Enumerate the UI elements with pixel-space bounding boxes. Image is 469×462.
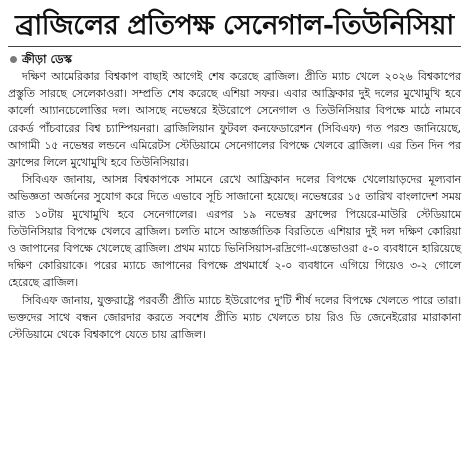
paragraph: দক্ষিণ আমেরিকার বিশ্বকাপ বাছাই আগেই শেষ করেছে ব্রাজিল। প্রীতি ম্যাচ খেলে ২০২৬ বিশ্বকাপের প্রস্তুতি সারছে সেলেকাওরা। সম্প্রতি শেষ করেছে এশিয়া সফর। এবার আফ্রিকার দুই দলের মুখোমুখি হবে কার্লো আ্যানচেলোত্তির দল। আসছে নভেম্বরে ইউরোপে সেনেগাল ও তিউনিসিয়ার বিপক্ষে মাঠে নামবে রেকর্ড পাঁচবারের বিশ্ব চ্যাম্পিয়নরা। ব্রাজিলিয়ান ফুটবল কনফেডারেশন (সিবিএফ) গত পরশু জানিয়েছে, আগামী ১৫ নভেম্বর লন্ডনে এমিরেটস স্টেডিয়ামে সেনেগালের বিপক্ষে খেলবে ব্রাজিল। এর তিন দিন পর ফ্রান্সের লিলে মুখোমুখি হবে তিউনিসিয়ার। (8, 70, 461, 170)
headline-divider (8, 46, 461, 47)
headline: ব্রাজিলের প্রতিপক্ষ সেনেগাল-তিউনিসিয়া (15, 10, 454, 41)
byline (8, 51, 461, 67)
article-body (8, 68, 461, 343)
paragraph: সিবিএফ জানায়, যুক্তরাষ্ট্রে পরবর্তী প্রীতি ম্যাচে ইউরোপের দু'টি শীর্ষ দলের বিপক্ষে খেলতে পারে তারা। ভক্তদের সাথে বন্ধন জোরদার করতে সবশেষ প্রীতি ম্যাচ খেলতে চায় রিও ডি জেনেইরোর মারাকানা স্টেডিয়ামে থেকে বিশ্বকাপে যেতে চায় ব্রাজিল। (8, 293, 461, 342)
bullet-icon (10, 56, 17, 63)
desk-label: ক্রীড়া ডেস্ক (22, 52, 72, 66)
paragraph: সিবিএফ জানায়, আসন্ন বিশ্বকাপকে সামনে রেখে আফ্রিকান দলের বিপক্ষে খেলোয়াড়দের মূল্যবান অভিজ্ঞতা অর্জনের সুযোগ করে দিতে এভাবে সূচি সাজানো হয়েছে। নভেম্বরের ১৫ তারিখ বাংলাদেশ সময় রাত ১০টায় মুখোমুখি হবে সেনেগালের। এরপর ১৯ নভেম্বর ফ্রান্সের পিয়েরে-মাউরি স্টেডিয়ামে তিউনিসিয়ার বিপক্ষে খেলবে ব্রাজিল। চলতি মাসে আন্তর্জাতিক বিরতিতে এশিয়ার দুই দল দক্ষিণ কোরিয়া ও জাপানের বিপক্ষে খেলেছে ব্রাজিল। প্রথম ম্যাচে ভিনিসিয়াস-রদ্রিগো-এস্তেভাওরা ৫-০ ব্যবধানে হারিয়েছে দক্ষিণ কোরিয়াকে। পরের ম্যাচে জাপানের বিপক্ষে প্রথমার্ধে ২-০ ব্যবধানে এগিয়ে গিয়েও ৩-২ গোলে হেরেছে ব্রাজিল। (8, 173, 461, 290)
